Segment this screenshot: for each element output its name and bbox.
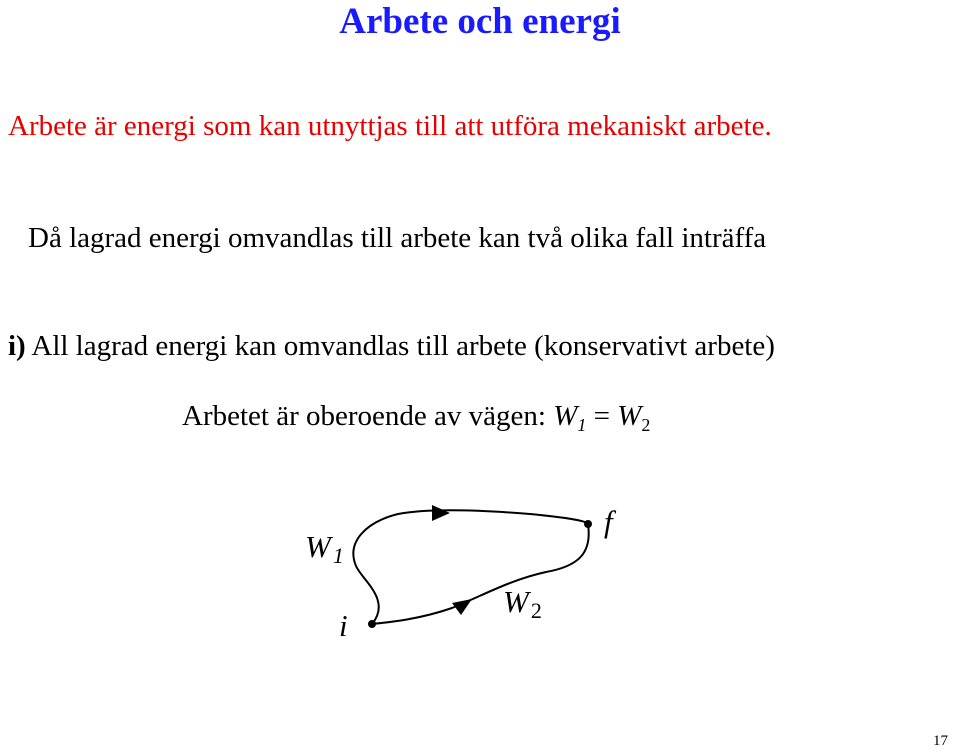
case-marker: i)	[8, 330, 26, 362]
case-text: All lagrad energi kan omvandlas till arbete (konservativt arbete)	[31, 330, 775, 362]
eq-right-sub: 2	[641, 415, 651, 435]
eq-right-symbol: W	[617, 400, 642, 432]
eq-sign: =	[593, 400, 610, 432]
path-w1-arrow	[432, 505, 450, 521]
intro-text: Då lagrad energi omvandlas till arbete kan två olika fall inträffa	[28, 222, 767, 254]
path-w2-curve	[372, 524, 589, 624]
start-point	[368, 620, 376, 628]
slide-title: Arbete och energi	[339, 1, 621, 42]
path-2-label: W2	[503, 584, 542, 623]
path-1-label: W1	[305, 529, 344, 568]
path-w2-arrow	[452, 599, 472, 615]
definition-text: Arbete är energi som kan utnyttjas till att utföra mekaniskt arbete.	[8, 110, 772, 142]
end-label: f	[604, 504, 613, 539]
path-w1-curve	[353, 510, 588, 624]
page-number: 17	[933, 733, 948, 749]
start-label: i	[339, 608, 348, 643]
eq-left-symbol: W	[553, 400, 578, 432]
path-statement: Arbetet är oberoende av vägen:	[182, 400, 546, 432]
end-point	[584, 520, 592, 528]
eq-left-sub: 1	[577, 415, 587, 435]
